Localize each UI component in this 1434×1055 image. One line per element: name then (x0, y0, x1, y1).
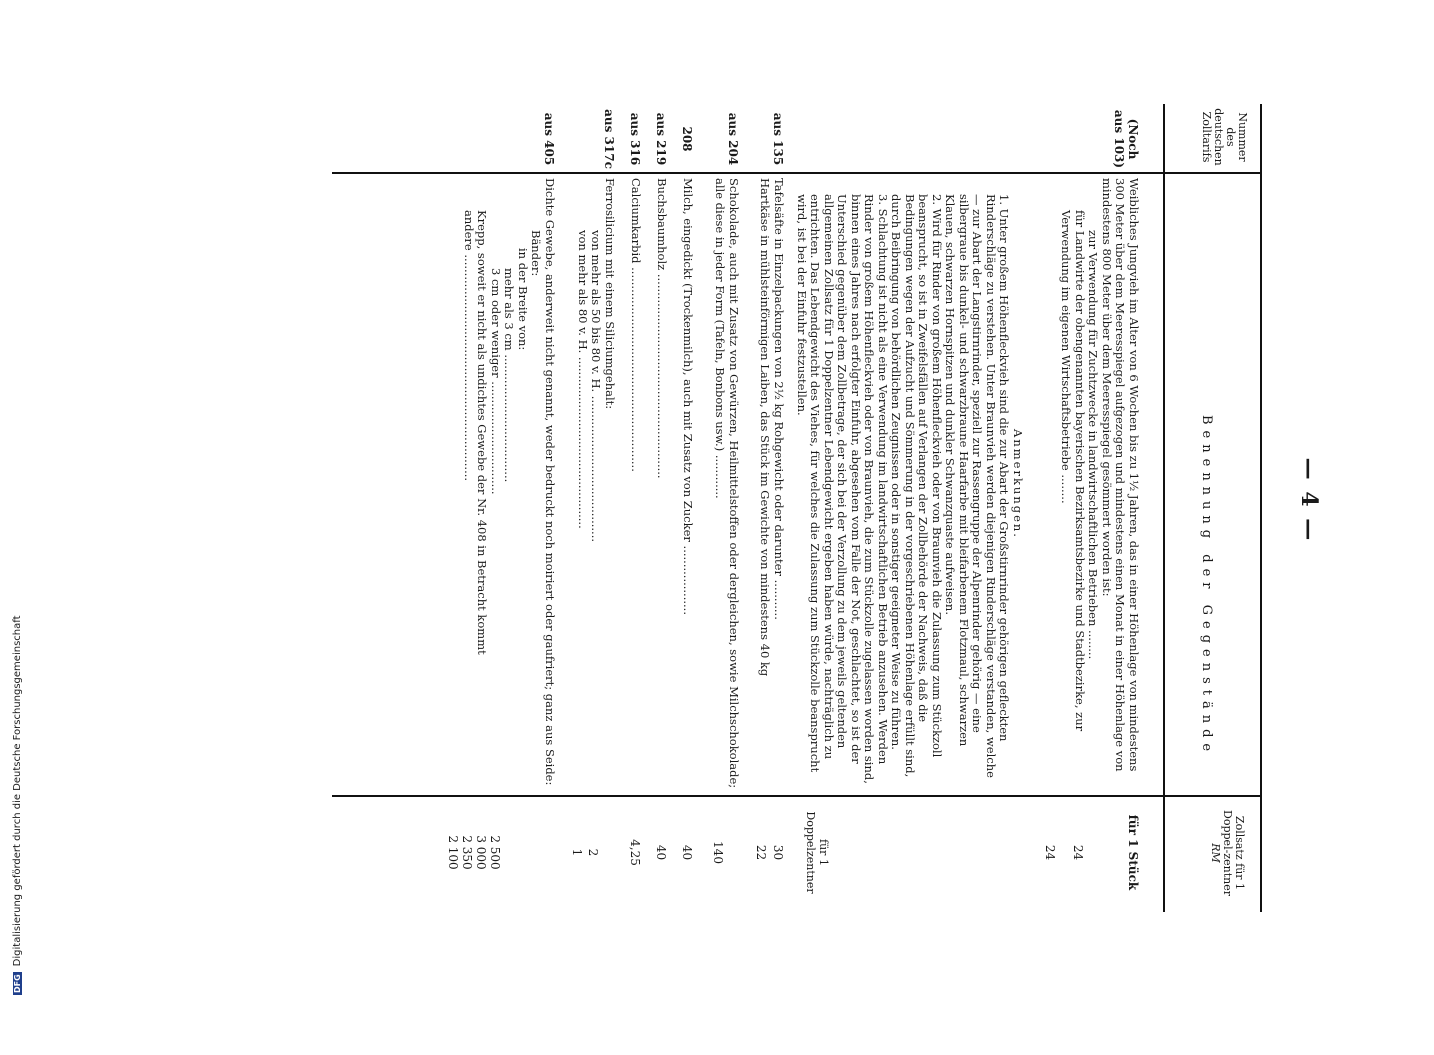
rate-value: 24 (1071, 844, 1085, 861)
row-description: Schokolade, auch mit Zusatz von Gewürzen, Heilmittelstoffen oder dergleichen, sowie Milchschokolade; alle diese in jeder Form (Tafeln, Bonbons usw.) ............ (713, 178, 741, 789)
header-rate: Zollsatz für 1 Doppel-zentner RM (1209, 810, 1246, 896)
table-top-rule (1261, 104, 1263, 912)
rate-value: 24 (1043, 844, 1057, 861)
header-description: Benennung der Gegenstände (1199, 415, 1214, 758)
rate-value: 2 (586, 848, 600, 857)
row-description: Buchsbaumholz ........................................................ (655, 178, 669, 479)
sidebar-credit (0, 0, 24, 1000)
document-page (100, 0, 1340, 1000)
rate-header-stueck: für 1 Stück (1126, 814, 1140, 891)
rate-value: 1 (570, 848, 584, 857)
notes-block: Anmerkungen. 1. Unter großem Höhenfleckvieh sind die zur Abart der Großstirnrinder gehörigen gefleckten Rinderschläge zu verstehen. Unter Braunvieh werden diejenigen Rinderschläge verstanden, welche — zur Abart der Langstirnrinder, speziell zur Rassengruppe der Alpenrinder gehörig — eine silbergraue bis dunkel- und schwarzbraune Haarfarbe mit bleifarbenem Flotzmaul, schwarzen Klauen, schwarzen Hornspitzen und dunkler Schwanzquaste aufweisen. 2. Wird für Rinder von großem Höhenfleckvieh oder von Braunvieh die Zulassung zum Stückzoll beansprucht, so ist in Zweifelsfällen auf Verlangen der Zollbehörde der Nachweis, daß die Bedingungen wegen der Aufzucht und Sömmerung in der vorgeschriebenen Höhenlage erfüllt sind, durch Beibringung von behördlichen Zeugnissen oder in sonstiger geeigneter Weise zu führen. 3. Schlachtung ist nicht als eine Verwendung im landwirtschaftlichen Betrieb anzusehen. Werden Rinder von großem Höhenfleckvieh oder von Braunvieh, die zum Stückzolle zugelassen worden sind, binnen eines Jahres nach erfolgter Einfuhr, abgesehen vom Falle der Not, geschlachtet, so ist der Unterschied gegenüber dem Zollbetrage, der sich bei der Verzollung zu dem jeweils geltenden allgemeinen Zollsatz für 1 Doppelzentner Lebendgewicht ergeben haben würde, nachträglich zu entrichten. Das Lebendgewicht des Viehes, für welches die Zulassung zum Stückzolle beansprucht wird, ist bei der Einfuhr festzustellen. (795, 194, 1025, 784)
row-number: aus 317c (602, 109, 616, 169)
page-number: — 4 — (1296, 457, 1322, 543)
row-number: (Noch aus 103) (1112, 109, 1140, 169)
row-description: Dichte Gewebe, anderweit nicht genannt, weder bedruckt noch moiriert oder gaufriert; ganz aus Seide: Bänder: in der Breite von: mehr als 3 cm ................................... 3 cm oder weniger ............................... Krepp, soweit er nicht als undichtes Gewebe der Nr. 408 in Betracht kommt andere .............................................................. (462, 178, 557, 786)
header-number: Nummer des deutschen Zolltarifs (1200, 108, 1249, 166)
rate-value: 4,25 (628, 839, 642, 866)
rate-value: 3 000 (474, 835, 488, 870)
row-number: aus 135 (771, 112, 785, 166)
row-description: Ferrosilicium mit einem Siliciumgehalt: von mehr als 50 bis 80 v. H. ........................................ von mehr als 80 v. H. ............................................... (576, 178, 617, 543)
rate-value: 2 100 (446, 835, 460, 870)
rate-value: 30 (771, 844, 785, 861)
dfg-logo: DFG (13, 974, 22, 993)
row-number: aus 316 (628, 112, 642, 166)
row-description: Milch, eingedickt (Trockenmilch), auch mit Zusatz von Zucker ................... (681, 178, 695, 615)
col-divider-right (332, 795, 1262, 797)
rate-value: 22 (754, 844, 768, 861)
rate-value: 40 (680, 844, 694, 861)
row-description: Calciumkarbid ........................................................ (629, 178, 643, 472)
credit-text: DFGDigitalisierung gefördert durch die Deutsche Forschungsgemeinschaft (12, 615, 23, 993)
rate-value: 2 350 (460, 835, 474, 870)
rate-value: 40 (654, 844, 668, 861)
row-number: 208 (680, 126, 694, 152)
row-description: Weibliches Jungvieh im Alter von 6 Wochen bis zu 1½ Jahren, das in einer Höhenlage von mindestens 300 Meter über dem Meeresspiegel aufgezogen und mindestens einen Monat in einer Höhenlage von mindestens 800 Meter über dem Meeresspiegel gesömmert worden ist: zur Verwendung für Zuchtzwecke in landwirtschaftlichen Betrieben ........ für Landwirte der obengenannten bayerischen Bezirksamtsbezirke und Stadtbezirke, zur Verwendung im eigenen Wirtschaftsbetriebe ........ (1059, 178, 1141, 772)
col-divider-left (332, 172, 1262, 174)
rate-header-doppelzentner: für 1 Doppelzentner (804, 811, 830, 894)
rate-value: 140 (711, 841, 725, 864)
row-description: Tafelsäfte in Einzelpackungen von 2½ kg Rohgewicht oder darunter ........... Hartkäse in mühlsteinförmigen Laiben, das Stück im Gewichte von mindestens 40 kg (758, 178, 786, 677)
rate-value: 2 500 (488, 835, 502, 870)
row-number: aus 405 (542, 112, 556, 166)
row-number: aus 204 (726, 112, 740, 166)
header-rule (1164, 104, 1166, 912)
row-number: aus 219 (654, 112, 668, 166)
